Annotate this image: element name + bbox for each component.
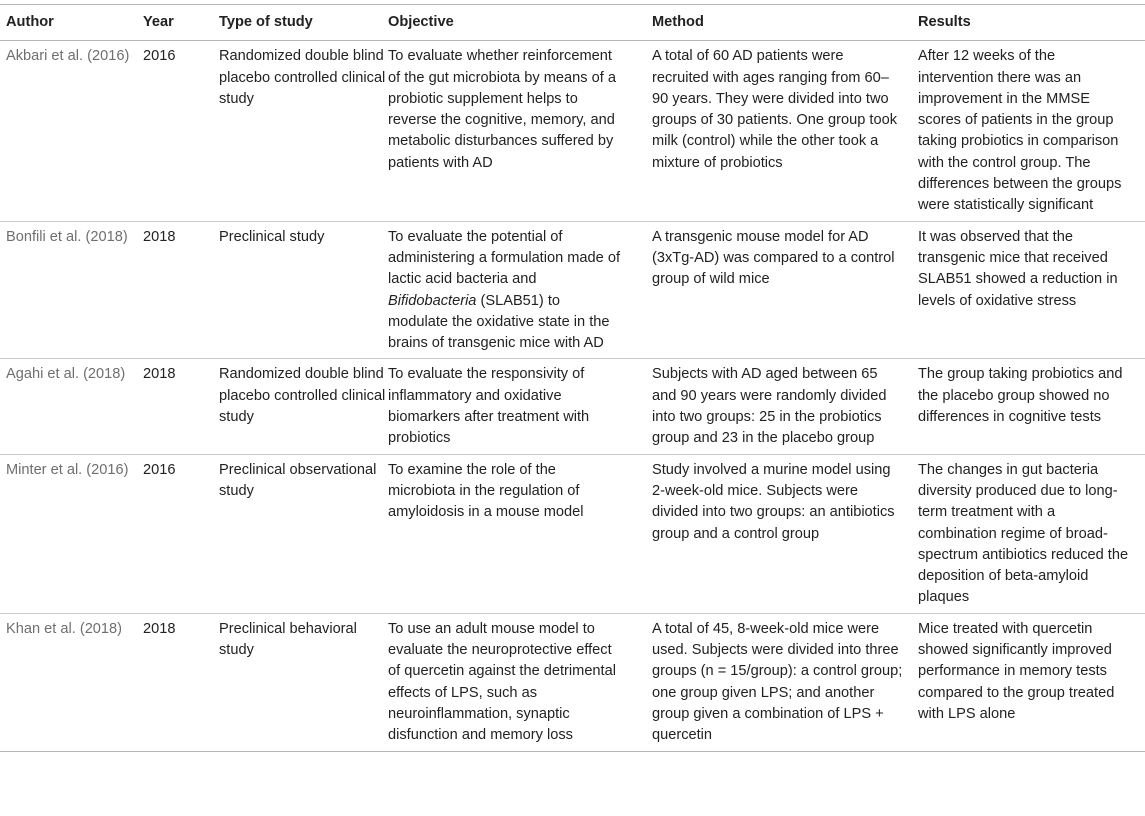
author-link[interactable]: Minter et al. (2016) [6,461,129,478]
objective-cell: To use an adult mouse model to evaluate the neuroprotective effect of quercetin against the detrimental effects of LPS, such as neuroinflammation, synaptic disfunction and memory loss [388,613,652,751]
type-cell: Randomized double blind placebo controlled clinical study [219,41,388,221]
author-cell [0,41,143,221]
header-row [0,5,1145,41]
year-cell: 2016 [143,454,219,613]
author-cell [0,454,143,613]
objective-text: (SLAB51) to modulate the oxidative state in the brains of transgenic mice with AD [388,292,610,352]
objective-cell: To evaluate the responsivity of inflammatory and oxidative biomarkers after treatment with probiotics [388,359,652,454]
results-cell: Mice treated with quercetin showed significantly improved performance in memory tests compared to the group treated with LPS alone [918,613,1145,751]
column-header-objective: Objective [388,5,652,41]
year-cell: 2016 [143,41,219,221]
method-cell: Study involved a murine model using 2-week-old mice. Subjects were divided into two groups: an antibiotics group and a control group [652,454,918,613]
author-cell [0,359,143,454]
table-row [0,41,1145,221]
objective-italic-term: Bifidobacteria [388,292,477,309]
results-cell: The changes in gut bacteria diversity produced due to long-term treatment with a combination regime of broad-spectrum antibiotics reduced the deposition of beta-amyloid plaques [918,454,1145,613]
column-header-type: Type of study [219,5,388,41]
method-cell: A total of 60 AD patients were recruited with ages ranging from 60–90 years. They were divided into two groups of 30 patients. One group took milk (control) while the other took a mixture of probiotics [652,41,918,221]
author-cell [0,613,143,751]
results-cell: After 12 weeks of the intervention there was an improvement in the MMSE scores of patients in the group taking probiotics in comparison with the control group. The differences between the groups were statistically significant [918,41,1145,221]
studies-table [0,4,1145,752]
results-cell: The group taking probiotics and the placebo group showed no differences in cognitive tests [918,359,1145,454]
column-header-year: Year [143,5,219,41]
objective-cell: To evaluate whether reinforcement of the gut microbiota by means of a probiotic supplement helps to reverse the cognitive, memory, and metabolic disturbances suffered by patients with AD [388,41,652,221]
author-link[interactable]: Bonfili et al. (2018) [6,228,128,245]
objective-cell: To examine the role of the microbiota in the regulation of amyloidosis in a mouse model [388,454,652,613]
type-cell: Preclinical study [219,221,388,359]
method-cell: A total of 45, 8-week-old mice were used. Subjects were divided into three groups (n = 15/group): a control group; one group given LPS; and another group given a combination of LPS + quercetin [652,613,918,751]
table-row [0,221,1145,359]
results-cell: It was observed that the transgenic mice that received SLAB51 showed a reduction in levels of oxidative stress [918,221,1145,359]
column-header-method: Method [652,5,918,41]
table-body [0,41,1145,751]
objective-cell [388,221,652,359]
type-cell: Preclinical observational study [219,454,388,613]
column-header-results: Results [918,5,1145,41]
table-row [0,454,1145,613]
author-link[interactable]: Akbari et al. (2016) [6,48,130,65]
table-row [0,613,1145,751]
table-header [0,5,1145,41]
author-cell [0,221,143,359]
type-cell: Randomized double blind placebo controlled clinical study [219,359,388,454]
type-cell: Preclinical behavioral study [219,613,388,751]
column-header-author: Author [0,5,143,41]
author-link[interactable]: Khan et al. (2018) [6,620,123,637]
year-cell: 2018 [143,221,219,359]
table-row [0,359,1145,454]
author-link[interactable]: Agahi et al. (2018) [6,366,126,383]
method-cell: Subjects with AD aged between 65 and 90 years were randomly divided into two groups: 25 in the probiotics group and 23 in the placebo group [652,359,918,454]
year-cell: 2018 [143,359,219,454]
method-cell: A transgenic mouse model for AD (3xTg-AD) was compared to a control group of wild mice [652,221,918,359]
objective-text: To evaluate the potential of administering a formulation made of lactic acid bacteria and [388,228,620,288]
year-cell: 2018 [143,613,219,751]
